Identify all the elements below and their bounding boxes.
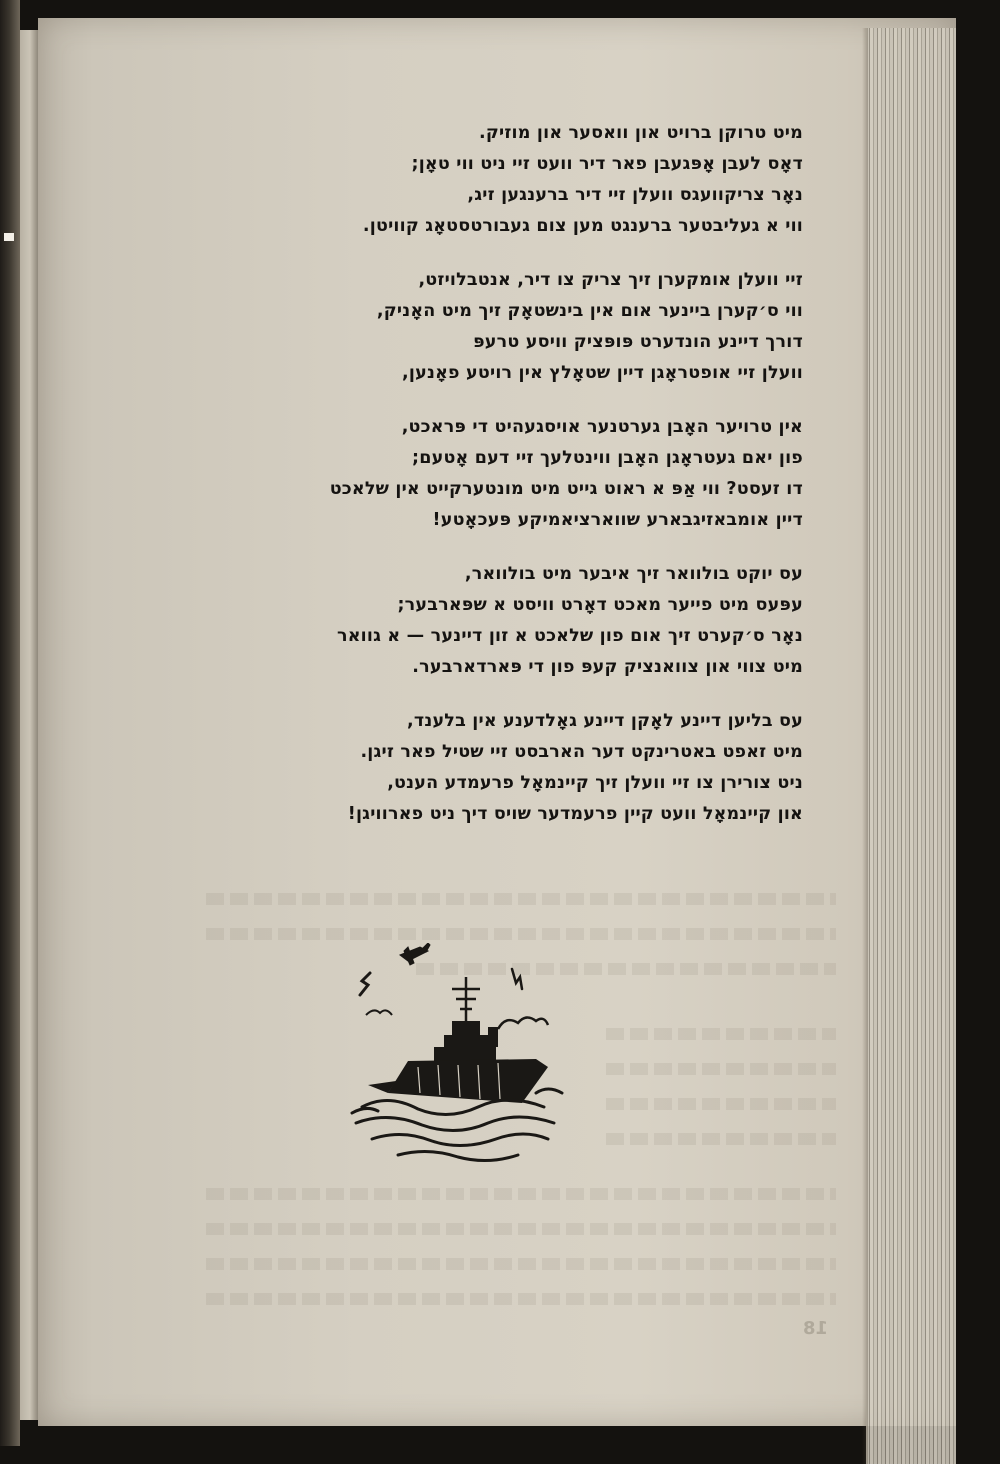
stanza (133, 706, 803, 830)
page-edges-stack (866, 28, 956, 1464)
poem-line: מיט טרוקן ברויט און וואסער און מוזיק. (479, 123, 803, 143)
ship-superstructure (434, 1021, 498, 1061)
poem-line: נאָר ס׳קערט זיך אום פון שלאכט א זון דיינער — א גוואר (337, 626, 803, 646)
flash-mark (360, 973, 370, 995)
poem-line: דיין אומבאזיגבארע שווארציאמיקע פּעכאָטע! (432, 510, 803, 530)
sea-waves (352, 1089, 562, 1161)
page-number: 18 (802, 1318, 828, 1339)
ship-hull (388, 1059, 548, 1103)
show-through-text (206, 1258, 836, 1270)
poem-line: ווי א געליבטער ברענגט מען צום געבורטסטאָג קוויטן. (362, 216, 803, 236)
poem-line: און קיינמאָל וועט קיין פרעמדער שויס דיך ניט פארוויגן! (347, 804, 803, 824)
show-through-text (606, 1098, 836, 1110)
poem-line: ניט צורירן צו זיי וועלן זיך קיינמאָל פרעמדע הענט, (387, 773, 803, 793)
show-through-text (606, 1133, 836, 1145)
book-gutter-left (0, 0, 20, 1446)
poem-text (133, 118, 803, 830)
stanza (133, 559, 803, 683)
page-edge-shadow (862, 28, 868, 1464)
show-through-text (206, 1188, 836, 1200)
poem-line: עס בליען דיינע לאָקן דיינע גאָלדענע אין בלענד, (406, 711, 803, 731)
poem-line: אין טרויער האָבן גערטנער אויסגעהיט די פּראכט, (401, 417, 803, 437)
show-through-text (206, 893, 836, 905)
page-tab-mark (4, 233, 14, 241)
poem-line: עפּעס מיט פייער מאכט דאָרט וויסט א שפּארבער; (397, 595, 803, 615)
ship-mast (452, 977, 480, 1023)
show-through-text (206, 1223, 836, 1235)
poem-line: זיי וועלן אומקערן זיך צריק צו דיר, אנטבלויזט, (418, 270, 803, 290)
poem-line: דו זעסט? ווי אַפּ א ראוט גייט מיט מונטערקייט אין שלאכט (329, 479, 803, 499)
stanza (133, 118, 803, 242)
poem-line: וועלן זיי אופטראָגן דיין שטאָלץ אין רויטע פאָנען, (402, 363, 803, 383)
previous-page-edge (20, 30, 38, 1420)
ship-smoke (498, 1017, 548, 1029)
show-through-text (606, 1028, 836, 1040)
poem-line: ווי ס׳קערן ביינער אום אין בינשטאָק זיך מיט האָניק, (376, 301, 803, 321)
poem-line: מיט צווי און צוואנציק קעפּ פון די פּארדארבער. (412, 657, 803, 677)
warship-with-airplane-icon (348, 943, 568, 1173)
poem-line: עס יוקט בולוואר זיך איבער מיט בולוואר, (464, 564, 803, 584)
book-page (38, 18, 956, 1426)
poem-line: פון יאם געטראָגן האָבן ווינטלעך זיי דעם אָטעם; (412, 448, 803, 468)
seagull-mark (366, 1010, 392, 1015)
stanza (133, 412, 803, 536)
poem-line: דורך דיינע הונדערט פּופּציק וויסע טרעפּ (473, 332, 803, 352)
poem-line: נאָר צריקוועגס וועלן זיי דיר ברענגען זיג, (467, 185, 803, 205)
show-through-text (606, 1063, 836, 1075)
poem-line: מיט זאפט באטרינקט דער הארבסט זיי שטיל פאר זיגן. (360, 742, 803, 762)
show-through-text (206, 1293, 836, 1305)
stanza (133, 265, 803, 389)
flash-mark (512, 969, 522, 989)
airplane-icon (400, 943, 430, 965)
show-through-text (206, 928, 836, 940)
poem-line: דאָס לעבן אָפּגעבן פאר דיר וועט זיי ניט ווי טאָן; (411, 154, 803, 174)
